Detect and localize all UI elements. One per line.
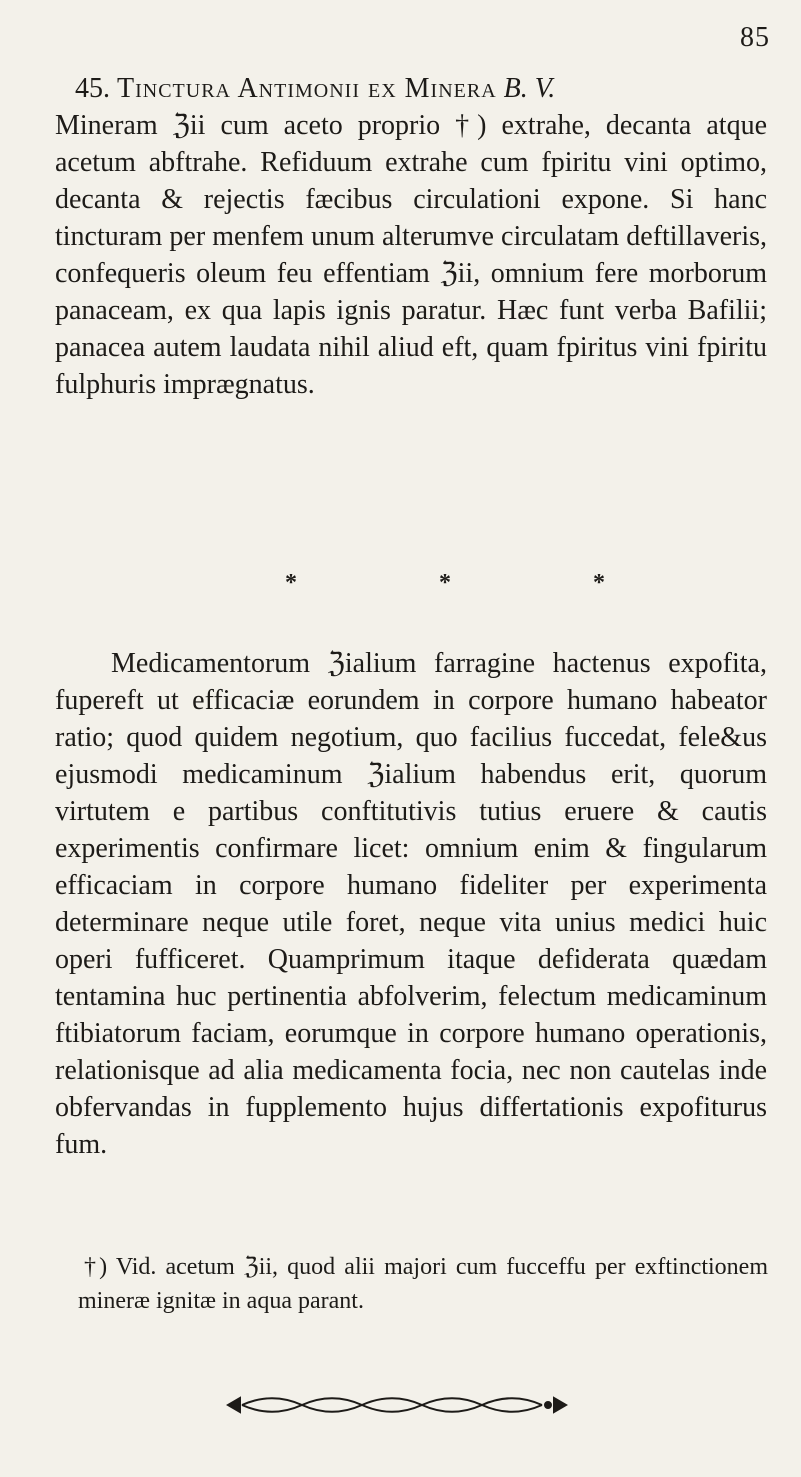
page-number: 85 xyxy=(740,22,770,53)
paragraph-medicamentorum: Medicamentorum ℨialium farragine hactenus expofita, fupereft ut efficaciæ eorundem in corpore humano habeator ratio; quod quidem negotium, quo facilius fuccedat, fele&us ejusmodi medicaminum ℨialium habendus erit, quorum virtutem e partibus conftitutivis tutius eruere & cautis experimentis confirmare licet: omnium enim & fingularum efficaciam in corpore humano fideliter per experimenta determinare neque utile foret, neque vita unius medici huic operi fufficeret. Quamprimum itaque defiderata quædam tentamina huc pertinentia abfolverim, felectum medicaminum ftibiatorum faciam, eorumque in corpore humano operationis, relationisque ad alia medicamenta focia, nec non cautelas inde obfervandas in fupplemento hujus differtationis expofiturus fum. xyxy=(55,648,767,1160)
heading-title: Tinctura Antimonii ex Minera xyxy=(117,73,497,104)
asterisk-2: * xyxy=(439,570,451,596)
heading-reference: B. V. xyxy=(503,73,556,104)
asterisk-3: * xyxy=(593,570,605,596)
section-heading xyxy=(55,70,767,107)
paragraph-tinctura: Mineram ℨii cum aceto proprio †) extrahe, decanta atque acetum abftrahe. Refiduum extrahe cum fpiritu vini optimo, decanta & rejectis fæcibus circulationi expone. Si hanc tincturam per menfem unum alterumve circulatam deftillaveris, confequeris oleum feu effentiam ℨii, omnium fere morborum panaceam, ex qua lapis ignis paratur. Hæc funt verba Bafilii; panacea autem laudata nihil aliud eft, quam fpiritus vini fpiritu fulphuris imprægnatus. xyxy=(55,110,767,400)
heading-number: 45. xyxy=(75,73,110,104)
decorative-rule-icon xyxy=(222,1394,572,1416)
section-divider xyxy=(285,570,605,597)
asterisk-1: * xyxy=(285,570,297,596)
footnote: †) Vid. acetum ℨii, quod alii majori cum fucceffu per exftinctionem mineræ ignitæ in aqua parant. xyxy=(78,1254,768,1314)
